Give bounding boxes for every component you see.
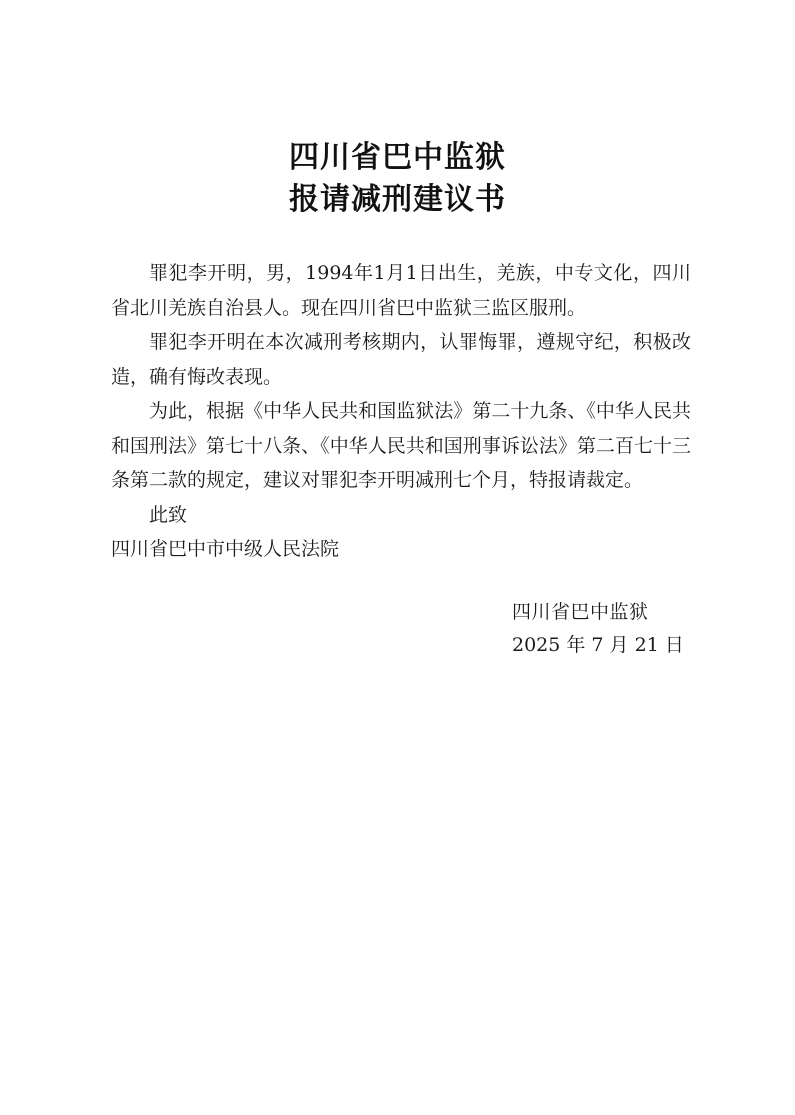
paragraph-legal-basis: 为此，根据《中华人民共和国监狱法》第二十九条、《中华人民共和国刑法》第七十八条、《中华人民共和国刑事诉讼法》第二百七十三条第二款的规定，建议对罪犯李开明减刑七个月，特报请裁定。 xyxy=(111,400,691,491)
signature-date: 2025 年 7 月 21 日 xyxy=(512,634,684,656)
recipient-court: 四川省巴中市中级人民法院 xyxy=(111,538,340,560)
paragraph-criminal-info: 罪犯李开明，男，1994年1月1日出生，羌族，中专文化，四川省北川羌族自治县人。现在四川省巴中监狱三监区服刑。 xyxy=(111,262,691,319)
paragraph-salutation: 此致 xyxy=(149,503,188,526)
document-title xyxy=(0,137,795,221)
signature-org: 四川省巴中监狱 xyxy=(512,601,649,623)
title-doc-type: 报请减刑建议书 xyxy=(289,182,506,217)
paragraph-performance: 罪犯李开明在本次减刑考核期内，认罪悔罪，遵规守纪，积极改造，确有悔改表现。 xyxy=(111,331,691,388)
document-body xyxy=(111,256,691,567)
signature-block xyxy=(512,596,712,662)
title-org: 四川省巴中监狱 xyxy=(289,140,506,175)
